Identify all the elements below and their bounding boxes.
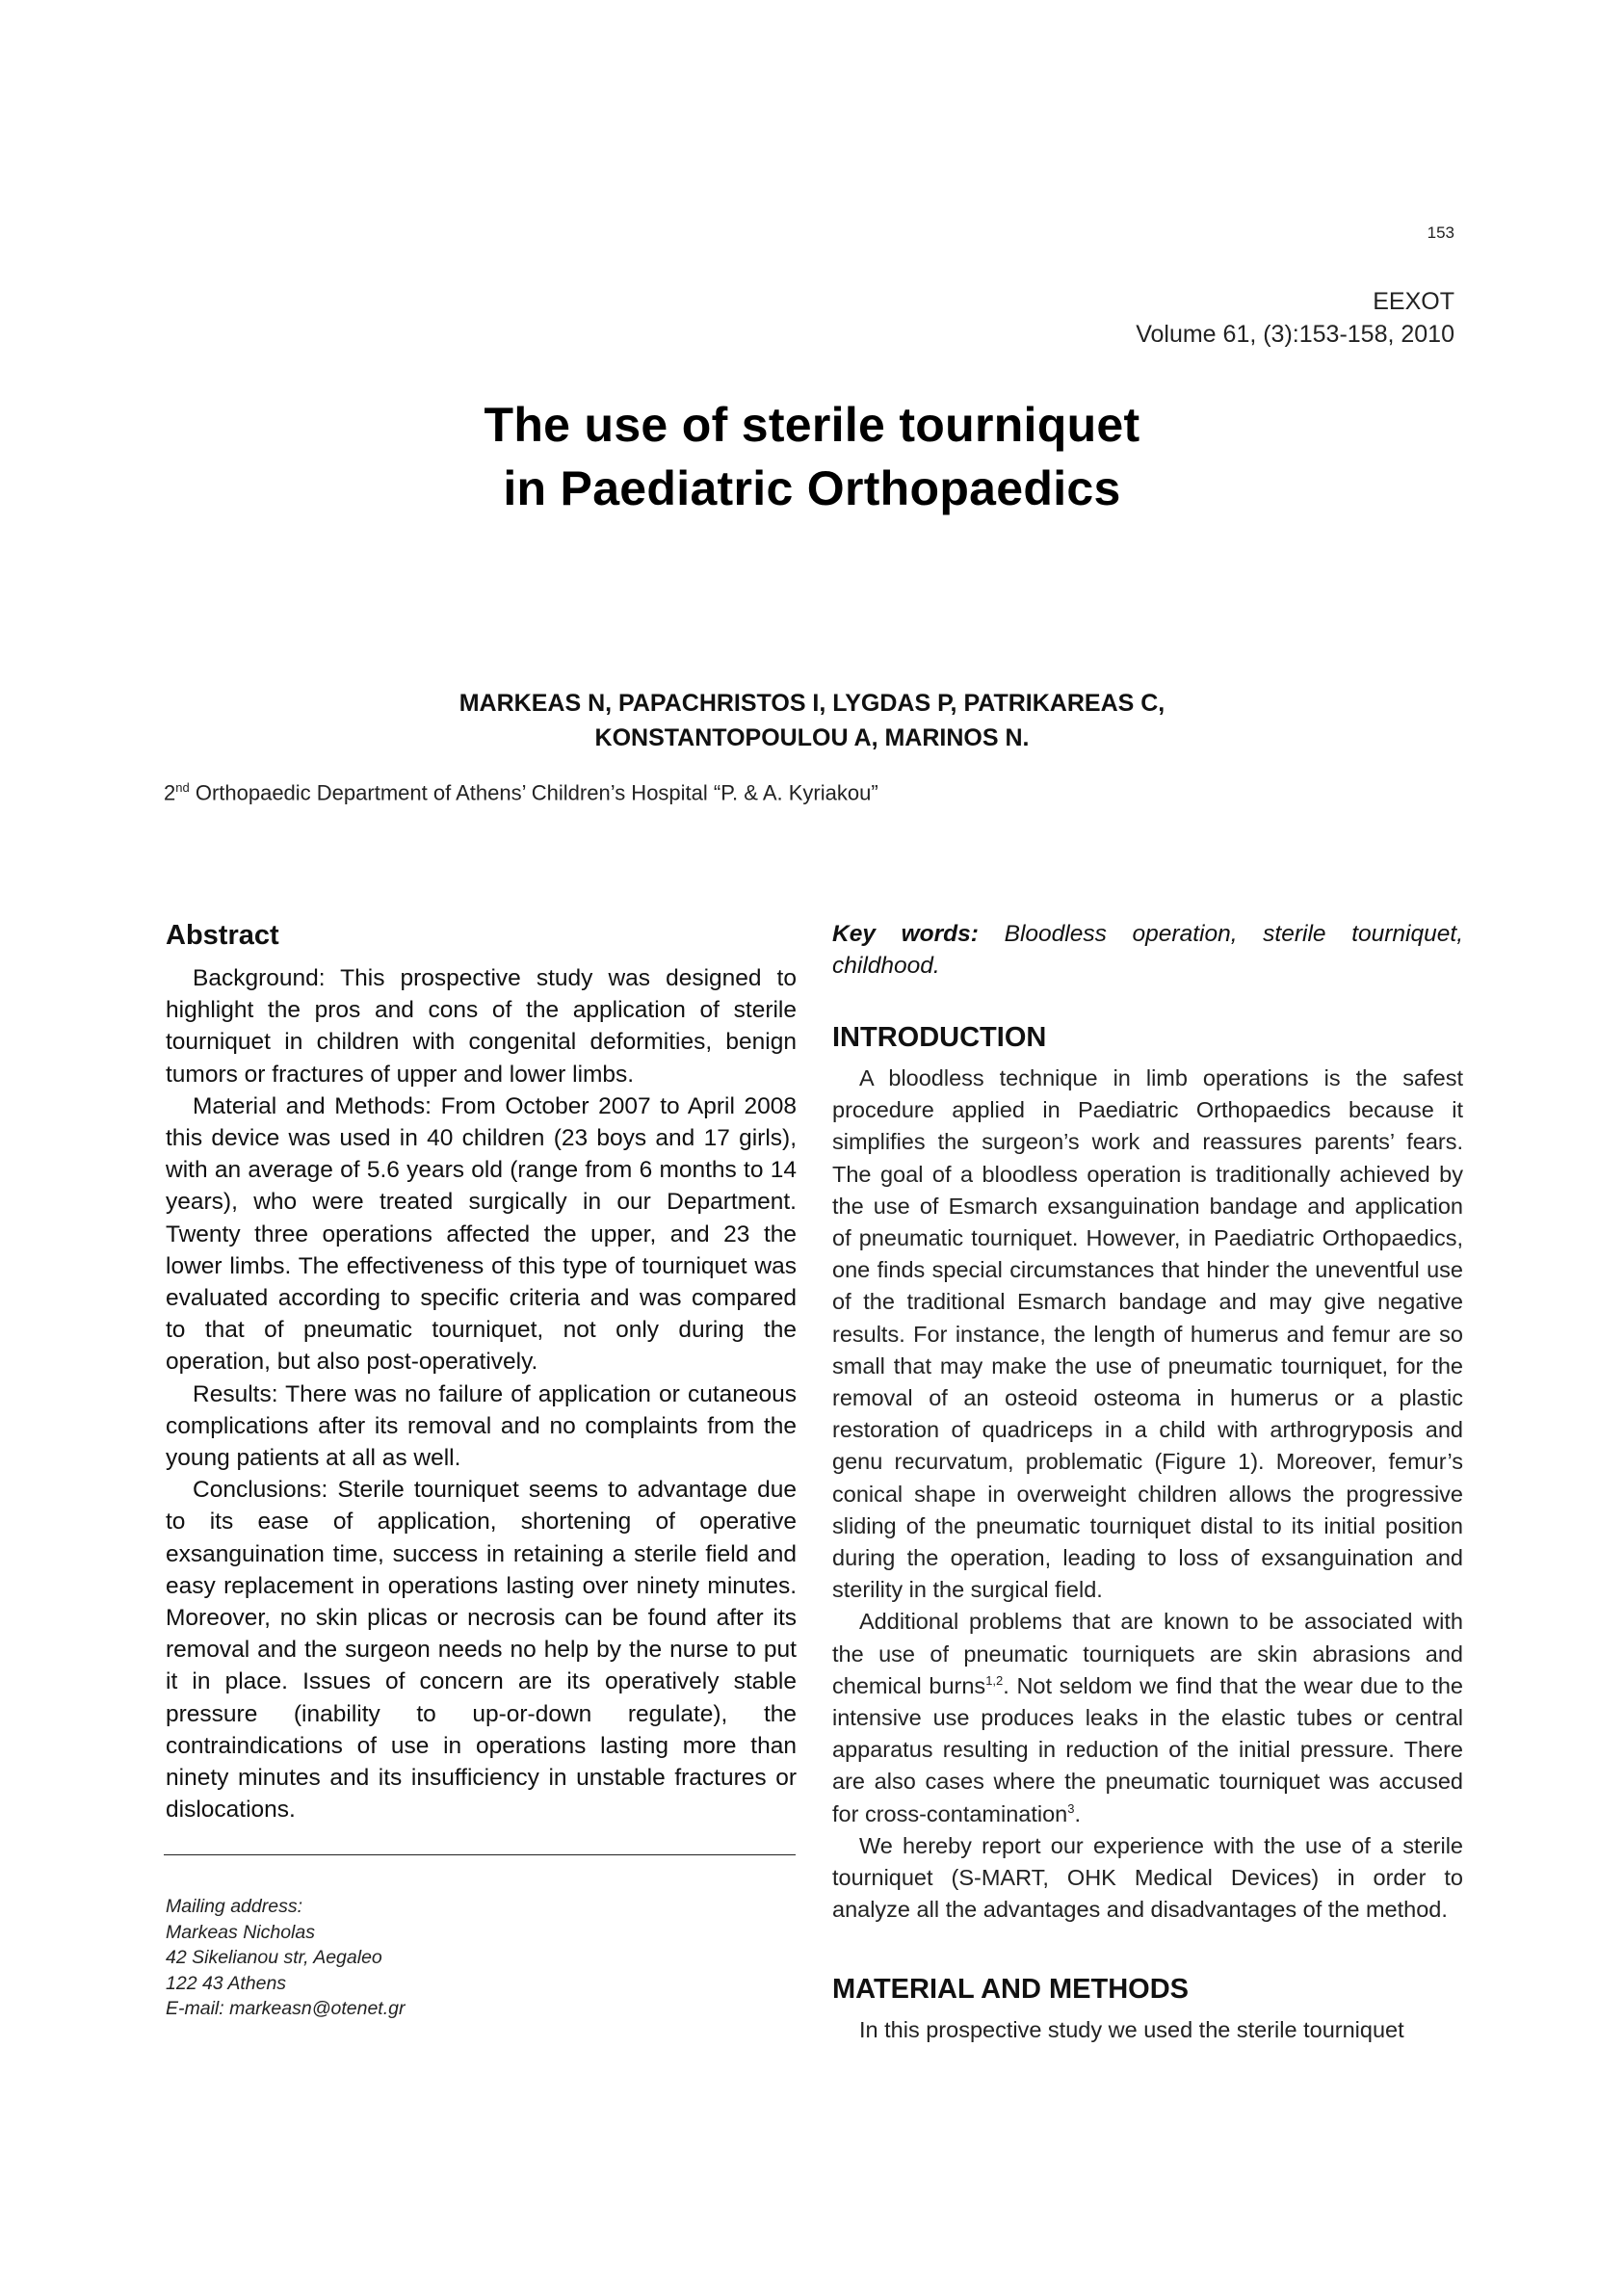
footnote-divider bbox=[164, 1854, 796, 1855]
mailing-street: 42 Sikelianou str, Aegaleo bbox=[166, 1947, 382, 1969]
methods-paragraph-1: In this prospective study we used the sterile tourniquet bbox=[859, 2017, 1404, 2043]
journal-header bbox=[1136, 285, 1454, 351]
authors-line-1: MARKEAS N, PAPACHRISTOS I, LYGDAS P, PATRIKAREAS C, bbox=[458, 690, 1166, 717]
mailing-label: Mailing address: bbox=[166, 1896, 302, 1918]
intro-p2-text-a: Additional problems that are known to be associated with the use of pneumatic tourniquets are skin abrasions and chemical burns bbox=[832, 1609, 1463, 1698]
keywords-text: Bloodless operation, sterile tourniquet, childhood. bbox=[832, 921, 1463, 979]
abstract-background: Background: This prospective study was designed to highlight the pros and cons of the application of sterile tourniquet in children with congenital deformities, benign tumors or fractures of upper and lower limbs. bbox=[166, 965, 797, 1088]
author-list bbox=[0, 686, 1624, 755]
article-title bbox=[0, 393, 1624, 520]
abstract-methods: Material and Methods: From October 2007 to April 2008 this device was used in 40 children (23 boys and 17 girls), with an average of 5.6 years old (range from 6 months to 14 years), who were treated surgically in our Department. Twenty three operations affected the upper, and 23 the lower limbs. The effectiveness of this type of tourniquet was evaluated according to specific criteria and was compared to that of pneumatic tourniquet, not only during the operation, but also post-operatively. bbox=[166, 1092, 797, 1376]
affiliation-ordinal-suffix: nd bbox=[175, 780, 190, 795]
left-column bbox=[166, 918, 797, 2022]
introduction-paragraph-1: A bloodless technique in limb operations is the safest procedure applied in Paediatric Orthopaedics because it simplifies the surgeon’s work and reassures parents’ fears. The goal of a bloodless operation is traditionally achieved by the use of Esmarch exsanguination bandage and application of pneumatic tourniquet. However, in Paediatric Orthopaedics, one finds special circumstances that hinder the uneventful use of the traditional Esmarch bandage and may give negative results. For instance, the length of humerus and femur are so small that may make the use of pneumatic tourniquet, for the removal of an osteoid osteoma in humerus or a plastic restoration of quadriceps in a child with arthrogryposis and genu recurvatum, problematic (Figure 1). Moreover, femur’s conical shape in overweight children allows the progressive sliding of the pneumatic tourniquet distal to its initial position during the operation, leading to loss of exsanguination and sterility in the surgical field. bbox=[832, 1065, 1463, 1603]
affiliation-text: Orthopaedic Department of Athens’ Children’s Hospital “P. & A. Kyriakou” bbox=[189, 780, 878, 805]
journal-name: EEXOT bbox=[1373, 288, 1454, 315]
keywords-label: Key words: bbox=[832, 921, 979, 947]
mailing-address bbox=[166, 1894, 797, 2022]
right-column bbox=[832, 918, 1463, 2047]
mailing-email: E-mail: markeasn@otenet.gr bbox=[166, 1998, 406, 2020]
introduction-paragraph-2 bbox=[832, 1606, 1463, 1829]
title-line-1: The use of sterile tourniquet bbox=[484, 398, 1140, 452]
citation-ref-1-2: 1,2 bbox=[985, 1673, 1004, 1689]
page-number: 153 bbox=[1427, 223, 1454, 242]
introduction-paragraph-3: We hereby report our experience with the use of a sterile tourniquet (S-MART, OHK Medical Devices) in order to analyze all the advantages and disadvantages of the method. bbox=[832, 1832, 1463, 1923]
authors-line-2: KONSTANTOPOULOU A, MARINOS N. bbox=[594, 724, 1030, 751]
abstract-heading: Abstract bbox=[166, 920, 279, 951]
affiliation-ordinal: 2 bbox=[164, 780, 176, 805]
intro-p2-text-b: . Not seldom we find that the wear due to the intensive use produces leaks in the elastic tubes or central apparatus resulting in reduction of the initial pressure. There are also cases where the pneumatic tourniquet was accused for cross-contamination bbox=[832, 1672, 1463, 1826]
title-line-2: in Paediatric Orthopaedics bbox=[503, 461, 1121, 515]
mailing-name: Markeas Nicholas bbox=[166, 1921, 315, 1943]
abstract-results: Results: There was no failure of application or cutaneous complications after its removal and no complaints from the young patients at all as well. bbox=[166, 1380, 797, 1472]
methods-heading: MATERIAL AND METHODS bbox=[832, 1974, 1190, 2006]
affiliation bbox=[164, 780, 878, 805]
introduction-heading: INTRODUCTION bbox=[832, 1022, 1047, 1053]
mailing-city: 122 43 Athens bbox=[166, 1972, 287, 1994]
citation-ref-3: 3 bbox=[1067, 1800, 1075, 1816]
keywords bbox=[832, 918, 1463, 982]
abstract-conclusions: Conclusions: Sterile tourniquet seems to advantage due to its ease of application, shortening of operative exsanguination time, success in retaining a sterile field and easy replacement in operations lasting over ninety minutes. Moreover, no skin plicas or necrosis can be found after its removal and the surgeon needs no help by the nurse to put it in place. Issues of concern are its operatively stable pressure (inability to up-or-down regulate), the contraindications of use in operations lasting more than ninety minutes and its insufficiency in unstable fractures or dislocations. bbox=[166, 1477, 797, 1824]
volume-info: Volume 61, (3):153-158, 2010 bbox=[1136, 321, 1454, 348]
intro-p2-text-c: . bbox=[1074, 1800, 1082, 1826]
